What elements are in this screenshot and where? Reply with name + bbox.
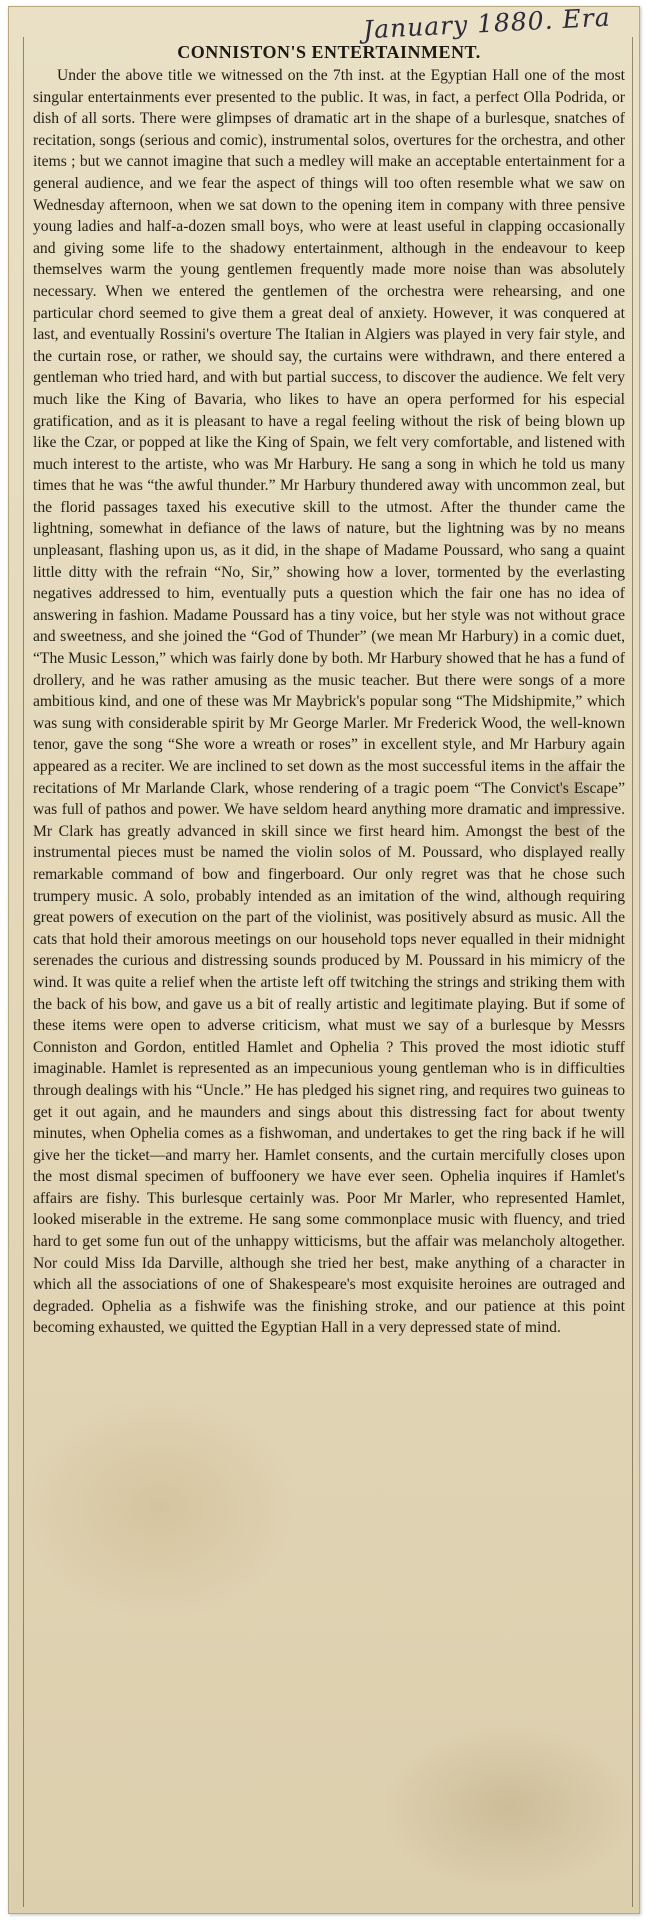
column-rule-left	[23, 37, 24, 1907]
article-body: Under the above title we witnessed on the 7th inst. at the Egyptian Hall one of the most singular entertainments ever presented to the public. It was, in fact, a perfect Olla Podrida, or dish of all sorts. There were glimpses of dramatic art in the shape of a burlesque, snatches of recitation, songs (serious and comic), instrumental solos, overtures for the orchestra, and other items ; but we cannot imagine that such a medley will make an acceptable entertainment for a general audience, and we fear the aspect of things will too often resemble what we saw on Wednesday afternoon, when we sat down to the opening item in company with three pensive young ladies and half-a-dozen small boys, who were at least useful in clapping occasionally and giving some life to the shadowy entertainment, although in the endeavour to keep themselves warm the young gentlemen frequently made more noise than was absolutely necessary. When we entered the gentlemen of the orchestra were rehearsing, and one particular chord seemed to give them a great deal of anxiety. However, it was conquered at last, and eventually Rossini's overture The Italian in Algiers was played in very fair style, and the curtain rose, or rather, we should say, the curtains were withdrawn, and there entered a gentleman who tried hard, and with but partial success, to discover the audience. We felt very much like the King of Bavaria, who likes to have an opera performed for his especial gratification, and as it is pleasant to have a regal feeling without the risk of being blown up like the Czar, or popped at like the King of Spain, we felt very comfortable, and listened with much interest to the artiste, who was Mr Harbury. He sang a song in which he told us many times that he was “the awful thunder.” Mr Harbury thundered away with uncommon zeal, but the florid passages taxed his executive skill to the utmost. After the thunder came the lightning, somewhat in defiance of the laws of nature, but the lightning was by no means unpleasant, flashing upon us, as it did, in the shape of Madame Poussard, who sang a quaint little ditty with the refrain “No, Sir,” showing how a lover, tormented by the everlasting negatives addressed to him, eventually puts a question which the fair one has no idea of answering in fashion. Madame Poussard has a tiny voice, but her style was not without grace and sweetness, and she joined the “God of Thunder” (we mean Mr Harbury) in a comic duet, “The Music Lesson,” which was fairly done by both. Mr Harbury showed that he has a fund of drollery, and he was rather amusing as the music teacher. But there were songs of a more ambitious kind, and one of these was Mr Maybrick's popular song “The Midshipmite,” which was sung with considerable spirit by Mr George Marler. Mr Frederick Wood, the well-known tenor, gave the song “She wore a wreath or roses” in excellent style, and Mr Harbury again appeared as a reciter. We are inclined to set down as the most successful items in the affair the recitations of Mr Marlande Clark, whose rendering of a tragic poem “The Convict's Escape” was full of pathos and power. We have seldom heard anything more dramatic and impressive. Mr Clark has greatly advanced in skill since we first heard him. Amongst the best of the instrumental pieces must be named the violin solos of M. Poussard, who displayed really remarkable command of bow and fingerboard. Our only regret was that he chose such trumpery music. A solo, probably intended as an imitation of the wind, although requiring great powers of execution on the part of the violinist, was positively absurd as music. All the cats that hold their amorous meetings on our household tops never equalled in their midnight serenades the curious and distressing sounds produced by M. Poussard in his mimicry of the wind. It was quite a relief when the artiste left off twitching the strings and striking them with the back of his bow, and gave us a bit of really artistic and legitimate playing. But if some of these items were open to adverse criticism, what must we say of a burlesque by Messrs Conniston and Gordon, entitled Hamlet and Ophelia ? This proved the most idiotic stuff imaginable. Hamlet is represented as an impecunious young gentleman who is in difficulties through dealings with his “Uncle.” He has pledged his signet ring, and requires two guineas to get it out again, and he maunders and sings about this distressing fact for about twenty minutes, when Ophelia comes as a fishwoman, and undertakes to get the ring back if he will give her the ticket—and marry her. Hamlet consents, and the curtain mercifully closes upon the most dismal specimen of buffoonery we have ever seen. Ophelia inquires if Hamlet's affairs are fishy. This burlesque certainly was. Poor Mr Marler, who represented Hamlet, looked miserable in the extreme. He sang some commonplace music with fluency, and tried hard to get some fun out of the unhappy witticisms, but the affair was melancholy altogether. Nor could Miss Ida Darville, although she tried her best, make anything of a character in which all the associations of one of Shakespeare's most exquisite heroines are outraged and degraded. Ophelia as a fishwife was the finishing stroke, and our patience at this point becoming exhausted, we quitted the Egyptian Hall in a very depressed state of mind.	[33, 67, 625, 1337]
article-headline: CONNISTON'S ENTERTAINMENT.	[177, 42, 481, 62]
column-rule-right	[632, 37, 633, 1907]
newspaper-clipping	[8, 2, 640, 1914]
handwritten-annotation: January 1880. Era	[362, 2, 612, 45]
